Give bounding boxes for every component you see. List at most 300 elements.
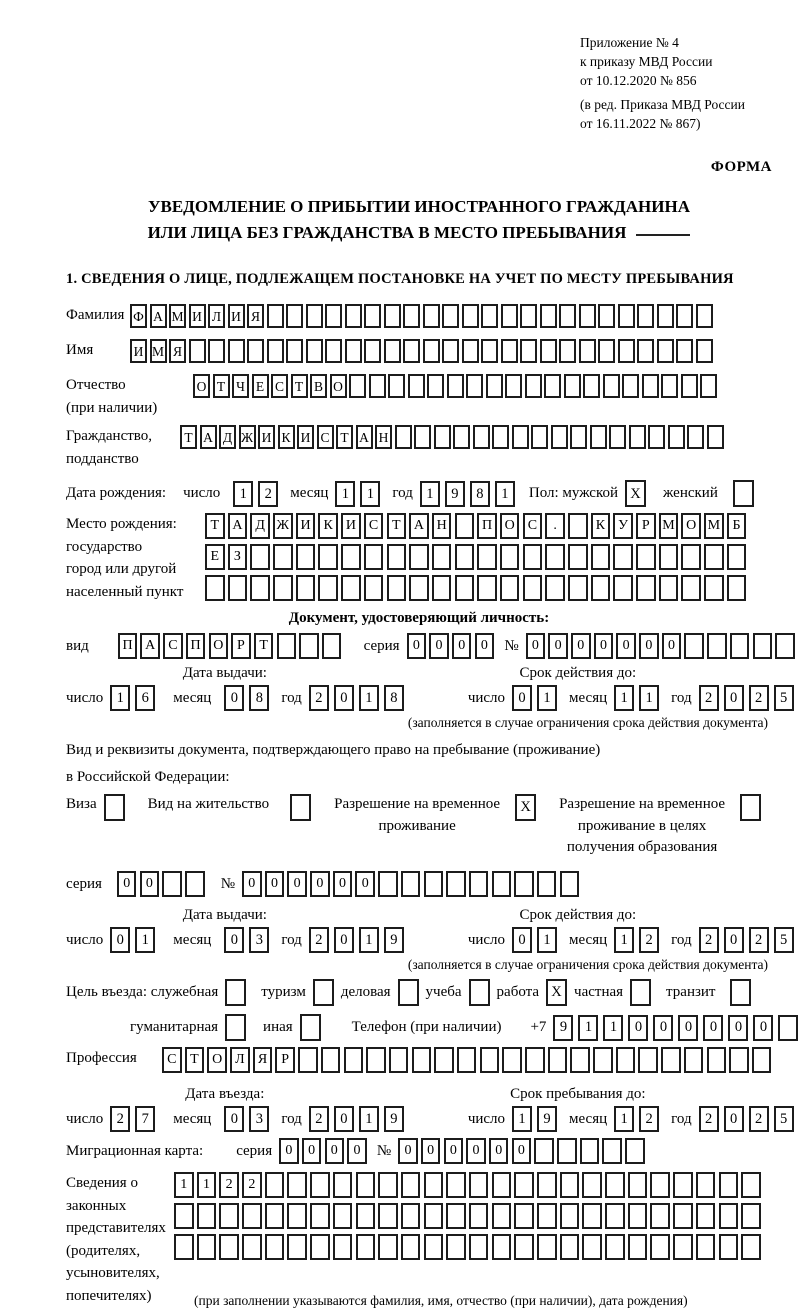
cell-box[interactable] [704,575,724,601]
cell-box[interactable] [752,1047,772,1073]
cell-box[interactable]: А [356,425,373,449]
cell-box[interactable] [322,633,342,659]
cell-box[interactable] [579,339,596,363]
cell-box[interactable]: 2 [309,1106,329,1132]
cell-box[interactable] [341,575,361,601]
cell-box[interactable] [568,513,588,539]
cell-box[interactable] [364,304,381,328]
cell-box[interactable]: 1 [614,685,634,711]
cell-box[interactable]: 0 [512,1138,532,1164]
cell-box[interactable] [356,1172,376,1198]
cell-box[interactable] [265,1172,285,1198]
cell-box[interactable]: Ж [273,513,293,539]
cell-box[interactable]: 9 [384,927,404,953]
cell-box[interactable] [598,304,615,328]
cell-box[interactable] [469,1234,489,1260]
cell-box[interactable] [525,374,542,398]
checkbox-residence-permit[interactable] [290,794,311,821]
cell-box[interactable] [481,339,498,363]
cell-box[interactable]: М [659,513,679,539]
cell-box[interactable] [605,1203,625,1229]
cell-box[interactable]: 0 [110,927,130,953]
checkbox-work[interactable]: X [546,979,567,1006]
cell-box[interactable] [540,304,557,328]
cell-box[interactable]: 0 [421,1138,441,1164]
checkbox-tourism[interactable] [313,979,334,1006]
cell-box[interactable] [559,339,576,363]
cell-box[interactable] [384,304,401,328]
cell-box[interactable] [696,339,713,363]
cell-box[interactable] [657,304,674,328]
cell-box[interactable] [378,1172,398,1198]
cell-box[interactable] [579,304,596,328]
cell-box[interactable]: 2 [749,927,769,953]
cell-box[interactable]: Я [247,304,264,328]
cell-box[interactable] [434,425,451,449]
cell-box[interactable] [344,1047,364,1073]
cell-box[interactable] [409,544,429,570]
cell-box[interactable] [741,1203,761,1229]
cell-box[interactable] [341,544,361,570]
cell-box[interactable] [681,544,701,570]
cell-box[interactable] [591,544,611,570]
cell-box[interactable] [446,1234,466,1260]
cell-box[interactable] [432,544,452,570]
cell-box[interactable] [512,425,529,449]
cell-box[interactable]: 3 [249,1106,269,1132]
cell-box[interactable] [540,339,557,363]
cell-box[interactable] [267,339,284,363]
cell-box[interactable] [424,1172,444,1198]
cell-box[interactable]: Ж [239,425,256,449]
cell-box[interactable] [333,1234,353,1260]
cell-box[interactable] [401,1203,421,1229]
cell-box[interactable]: Т [254,633,274,659]
cell-box[interactable]: 0 [452,633,472,659]
cell-box[interactable] [591,575,611,601]
cell-box[interactable]: Р [231,633,251,659]
cell-box[interactable] [277,633,297,659]
cell-box[interactable]: 1 [359,1106,379,1132]
cell-box[interactable]: Я [169,339,186,363]
cell-box[interactable] [388,374,405,398]
cell-box[interactable] [446,871,466,897]
cell-box[interactable]: 0 [242,871,262,897]
cell-box[interactable] [219,1234,239,1260]
cell-box[interactable] [707,425,724,449]
cell-box[interactable] [778,1015,798,1041]
cell-box[interactable]: С [162,1047,182,1073]
cell-box[interactable] [446,1203,466,1229]
cell-box[interactable] [219,1203,239,1229]
checkbox-temp-residence[interactable]: X [515,794,536,821]
cell-box[interactable]: 1 [335,481,355,507]
cell-box[interactable]: 0 [429,633,449,659]
cell-box[interactable]: 0 [302,1138,322,1164]
cell-box[interactable]: С [163,633,183,659]
cell-box[interactable]: 0 [628,1015,648,1041]
cell-box[interactable] [681,575,701,601]
cell-box[interactable] [318,575,338,601]
cell-box[interactable]: 0 [724,927,744,953]
cell-box[interactable]: Л [208,304,225,328]
cell-box[interactable] [520,304,537,328]
cell-box[interactable] [642,374,659,398]
cell-box[interactable] [432,575,452,601]
cell-box[interactable] [296,544,316,570]
cell-box[interactable] [378,871,398,897]
cell-box[interactable]: 0 [475,633,495,659]
cell-box[interactable] [551,425,568,449]
cell-box[interactable] [531,425,548,449]
cell-box[interactable] [559,304,576,328]
cell-box[interactable]: К [318,513,338,539]
cell-box[interactable]: 1 [233,481,253,507]
cell-box[interactable] [568,544,588,570]
cell-box[interactable] [638,1047,658,1073]
cell-box[interactable]: 2 [749,1106,769,1132]
cell-box[interactable]: 1 [359,927,379,953]
cell-box[interactable] [636,544,656,570]
cell-box[interactable]: 1 [110,685,130,711]
cell-box[interactable] [310,1172,330,1198]
cell-box[interactable] [684,1047,704,1073]
cell-box[interactable]: 2 [699,685,719,711]
cell-box[interactable] [602,1138,622,1164]
cell-box[interactable]: 0 [753,1015,773,1041]
cell-box[interactable] [457,1047,477,1073]
cell-box[interactable] [306,304,323,328]
cell-box[interactable] [408,374,425,398]
cell-box[interactable]: 0 [334,685,354,711]
cell-box[interactable] [265,1234,285,1260]
cell-box[interactable] [616,1047,636,1073]
cell-box[interactable] [500,575,520,601]
cell-box[interactable] [318,544,338,570]
cell-box[interactable] [719,1172,739,1198]
cell-box[interactable] [378,1234,398,1260]
cell-box[interactable] [287,1234,307,1260]
cell-box[interactable] [560,871,580,897]
cell-box[interactable] [719,1203,739,1229]
cell-box[interactable]: 0 [224,685,244,711]
cell-box[interactable]: О [500,513,520,539]
cell-box[interactable]: 1 [360,481,380,507]
cell-box[interactable]: 2 [699,1106,719,1132]
cell-box[interactable] [378,1203,398,1229]
cell-box[interactable] [492,871,512,897]
cell-box[interactable] [605,1172,625,1198]
cell-box[interactable] [387,544,407,570]
cell-box[interactable] [197,1234,217,1260]
cell-box[interactable] [696,1203,716,1229]
cell-box[interactable] [582,1172,602,1198]
cell-box[interactable] [537,1172,557,1198]
cell-box[interactable]: А [150,304,167,328]
cell-box[interactable]: 0 [616,633,636,659]
cell-box[interactable]: 0 [334,1106,354,1132]
cell-box[interactable]: 1 [495,481,515,507]
cell-box[interactable] [741,1234,761,1260]
cell-box[interactable]: К [278,425,295,449]
cell-box[interactable] [629,425,646,449]
cell-box[interactable] [384,339,401,363]
cell-box[interactable]: 0 [703,1015,723,1041]
cell-box[interactable] [537,1234,557,1260]
cell-box[interactable]: 0 [594,633,614,659]
cell-box[interactable] [696,1172,716,1198]
cell-box[interactable]: Т [213,374,230,398]
cell-box[interactable]: 8 [249,685,269,711]
cell-box[interactable]: Ф [130,304,147,328]
cell-box[interactable] [570,425,587,449]
cell-box[interactable] [409,575,429,601]
cell-box[interactable] [412,1047,432,1073]
cell-box[interactable] [205,575,225,601]
cell-box[interactable] [613,575,633,601]
cell-box[interactable] [603,374,620,398]
cell-box[interactable] [174,1234,194,1260]
cell-box[interactable]: 0 [571,633,591,659]
cell-box[interactable] [501,304,518,328]
cell-box[interactable]: С [271,374,288,398]
cell-box[interactable] [582,1203,602,1229]
cell-box[interactable] [473,425,490,449]
cell-box[interactable] [775,633,795,659]
cell-box[interactable] [349,374,366,398]
cell-box[interactable]: 1 [614,1106,634,1132]
cell-box[interactable] [636,575,656,601]
cell-box[interactable] [403,339,420,363]
cell-box[interactable] [598,339,615,363]
cell-box[interactable] [298,1047,318,1073]
cell-box[interactable]: 0 [526,633,546,659]
cell-box[interactable] [486,374,503,398]
cell-box[interactable]: 1 [135,927,155,953]
cell-box[interactable] [707,633,727,659]
cell-box[interactable]: 0 [265,871,285,897]
cell-box[interactable] [287,1172,307,1198]
cell-box[interactable]: 0 [728,1015,748,1041]
cell-box[interactable]: 0 [512,685,532,711]
cell-box[interactable]: 0 [489,1138,509,1164]
cell-box[interactable] [208,339,225,363]
cell-box[interactable] [434,1047,454,1073]
cell-box[interactable] [423,304,440,328]
cell-box[interactable] [727,575,747,601]
cell-box[interactable] [650,1203,670,1229]
cell-box[interactable]: А [409,513,429,539]
cell-box[interactable] [185,871,205,897]
cell-box[interactable]: 1 [512,1106,532,1132]
cell-box[interactable] [228,339,245,363]
cell-box[interactable] [455,513,475,539]
checkbox-visa[interactable] [104,794,125,821]
cell-box[interactable] [477,544,497,570]
cell-box[interactable]: З [228,544,248,570]
cell-box[interactable] [250,544,270,570]
cell-box[interactable]: 2 [699,927,719,953]
cell-box[interactable] [273,544,293,570]
cell-box[interactable]: 1 [639,685,659,711]
cell-box[interactable]: И [258,425,275,449]
cell-box[interactable]: 1 [537,685,557,711]
cell-box[interactable] [560,1172,580,1198]
cell-box[interactable]: 1 [197,1172,217,1198]
checkbox-commercial[interactable] [398,979,419,1006]
cell-box[interactable]: 1 [537,927,557,953]
cell-box[interactable] [590,425,607,449]
cell-box[interactable] [356,1234,376,1260]
cell-box[interactable]: Ч [232,374,249,398]
cell-box[interactable] [673,1172,693,1198]
cell-box[interactable]: И [296,513,316,539]
cell-box[interactable] [265,1203,285,1229]
cell-box[interactable]: Т [185,1047,205,1073]
cell-box[interactable]: А [140,633,160,659]
cell-box[interactable] [447,374,464,398]
cell-box[interactable]: 1 [174,1172,194,1198]
cell-box[interactable] [661,1047,681,1073]
cell-box[interactable] [310,1234,330,1260]
cell-box[interactable] [345,304,362,328]
cell-box[interactable] [333,1172,353,1198]
cell-box[interactable] [648,425,665,449]
cell-box[interactable]: И [130,339,147,363]
cell-box[interactable] [424,1234,444,1260]
cell-box[interactable] [570,1047,590,1073]
cell-box[interactable] [424,871,444,897]
cell-box[interactable]: 6 [135,685,155,711]
cell-box[interactable]: 2 [219,1172,239,1198]
cell-box[interactable]: 0 [653,1015,673,1041]
cell-box[interactable]: . [545,513,565,539]
cell-box[interactable]: 2 [639,1106,659,1132]
cell-box[interactable] [325,304,342,328]
cell-box[interactable] [500,544,520,570]
cell-box[interactable]: С [364,513,384,539]
cell-box[interactable] [286,304,303,328]
cell-box[interactable]: 2 [309,685,329,711]
cell-box[interactable]: И [297,425,314,449]
cell-box[interactable] [247,339,264,363]
cell-box[interactable] [364,544,384,570]
cell-box[interactable]: 0 [347,1138,367,1164]
cell-box[interactable]: П [477,513,497,539]
cell-box[interactable]: 9 [384,1106,404,1132]
cell-box[interactable] [401,1172,421,1198]
cell-box[interactable]: 1 [578,1015,598,1041]
cell-box[interactable] [242,1203,262,1229]
cell-box[interactable] [389,1047,409,1073]
cell-box[interactable]: 2 [258,481,278,507]
cell-box[interactable]: 2 [639,927,659,953]
cell-box[interactable]: С [317,425,334,449]
checkbox-temp-residence-education[interactable] [740,794,761,821]
cell-box[interactable] [681,374,698,398]
cell-box[interactable]: И [189,304,206,328]
cell-box[interactable] [442,339,459,363]
cell-box[interactable] [582,1234,602,1260]
cell-box[interactable] [477,575,497,601]
cell-box[interactable]: 0 [355,871,375,897]
cell-box[interactable]: 2 [749,685,769,711]
cell-box[interactable] [625,1138,645,1164]
cell-box[interactable]: 0 [398,1138,418,1164]
cell-box[interactable]: П [118,633,138,659]
cell-box[interactable] [650,1234,670,1260]
cell-box[interactable]: 0 [548,633,568,659]
cell-box[interactable] [729,1047,749,1073]
cell-box[interactable] [560,1203,580,1229]
cell-box[interactable]: Л [230,1047,250,1073]
cell-box[interactable] [557,1138,577,1164]
cell-box[interactable]: О [193,374,210,398]
cell-box[interactable]: 0 [639,633,659,659]
cell-box[interactable]: 5 [774,927,794,953]
cell-box[interactable] [628,1234,648,1260]
cell-box[interactable] [514,871,534,897]
cell-box[interactable] [267,304,284,328]
cell-box[interactable] [730,633,750,659]
cell-box[interactable]: 8 [470,481,490,507]
cell-box[interactable] [469,1203,489,1229]
cell-box[interactable]: М [169,304,186,328]
cell-box[interactable] [622,374,639,398]
cell-box[interactable]: С [523,513,543,539]
cell-box[interactable]: М [704,513,724,539]
cell-box[interactable] [618,304,635,328]
cell-box[interactable] [469,871,489,897]
cell-box[interactable] [242,1234,262,1260]
cell-box[interactable] [401,1234,421,1260]
cell-box[interactable]: У [613,513,633,539]
cell-box[interactable]: 0 [140,871,160,897]
cell-box[interactable] [534,1138,554,1164]
cell-box[interactable] [345,339,362,363]
cell-box[interactable] [514,1172,534,1198]
cell-box[interactable] [676,339,693,363]
cell-box[interactable] [628,1203,648,1229]
cell-box[interactable] [673,1203,693,1229]
cell-box[interactable]: Т [180,425,197,449]
cell-box[interactable]: О [209,633,229,659]
cell-box[interactable]: 1 [614,927,634,953]
cell-box[interactable]: Д [250,513,270,539]
cell-box[interactable] [520,339,537,363]
cell-box[interactable] [523,544,543,570]
cell-box[interactable] [661,374,678,398]
cell-box[interactable] [286,339,303,363]
cell-box[interactable] [321,1047,341,1073]
cell-box[interactable]: М [150,339,167,363]
cell-box[interactable]: О [330,374,347,398]
cell-box[interactable] [637,304,654,328]
checkbox-business[interactable] [225,979,246,1006]
cell-box[interactable] [719,1234,739,1260]
cell-box[interactable] [564,374,581,398]
checkbox-transit[interactable] [730,979,751,1006]
cell-box[interactable]: 0 [287,871,307,897]
cell-box[interactable]: 0 [662,633,682,659]
cell-box[interactable] [162,871,182,897]
cell-box[interactable] [424,1203,444,1229]
cell-box[interactable] [364,575,384,601]
cell-box[interactable]: 0 [333,871,353,897]
cell-box[interactable] [545,544,565,570]
cell-box[interactable]: Р [636,513,656,539]
cell-box[interactable]: Т [387,513,407,539]
